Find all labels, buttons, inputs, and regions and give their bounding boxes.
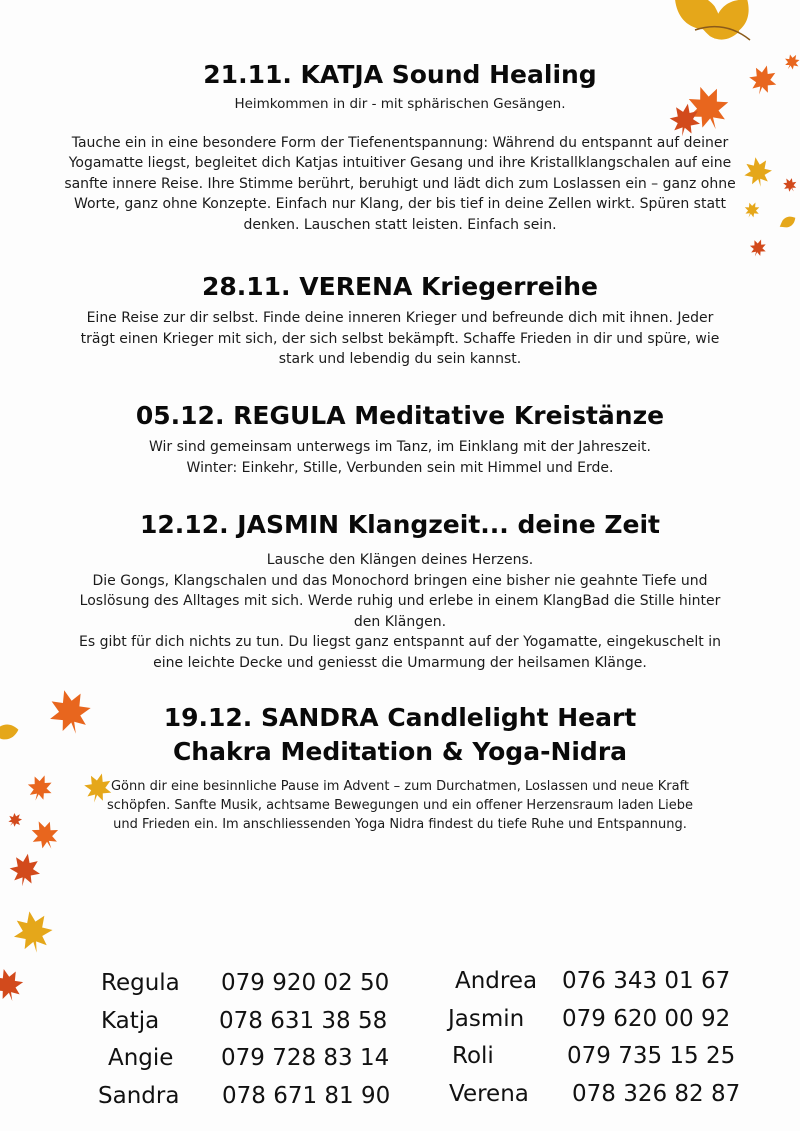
event-katja xyxy=(0,58,800,235)
event-description: Lausche den Klängen deines Herzens. Die Gongs, Klangschalen und das Monochord bringen eine bisher nie geahnte Tiefe und Loslösung des Alltages mit sich. Werde ruhig und erlebe in einem KlangBad die Stille hinter den Klängen. Es gibt für dich nichts zu tun. Du liegst ganz entspannt auf der Yogamatte, eingekuschelt in eine leichte Decke und geniesst die Umarmung der heilsamen Klänge. xyxy=(78,552,721,671)
event-title: 19.12. SANDRA Candlelight Heart Chakra Meditation & Yoga-Nidra xyxy=(163,703,637,766)
contact-list xyxy=(0,960,800,1120)
event-title: 28.11. VERENA Kriegerreihe xyxy=(201,272,599,301)
event-title: 12.12. JASMIN Klangzeit... deine Zeit xyxy=(140,510,660,539)
event-description: Eine Reise zur dir selbst. Finde deine inneren Krieger und befreunde dich mit ihnen. Jeder trägt einen Krieger mit sich, der sich selbst bekämpft. Schaffe Frieden in dir und spüre, wie stark und lebendig du sein kannst. xyxy=(80,310,720,367)
event-jasmin xyxy=(0,508,800,673)
contact-phone[interactable]: 076 343 01 67 xyxy=(562,968,731,994)
contact-phone[interactable]: 078 631 38 58 xyxy=(219,1008,388,1034)
contact-name: Roli xyxy=(452,1043,494,1069)
event-description: Wir sind gemeinsam unterwegs im Tanz, im Einklang mit der Jahreszeit. Winter: Einkehr, Stille, Verbunden sein mit Himmel und Erde. xyxy=(149,439,651,476)
contact-name: Verena xyxy=(449,1081,529,1107)
contact-phone[interactable]: 079 620 00 92 xyxy=(562,1006,731,1032)
event-sandra xyxy=(0,701,800,834)
contact-phone[interactable]: 078 326 82 87 xyxy=(572,1081,741,1107)
contact-phone[interactable]: 079 920 02 50 xyxy=(221,970,390,996)
event-regula xyxy=(0,399,800,478)
contact-phone[interactable]: 078 671 81 90 xyxy=(222,1083,391,1109)
event-description: Gönn dir eine besinnliche Pause im Advent – zum Durchatmen, Loslassen und neue Kraft schöpfen. Sanfte Musik, achtsame Bewegungen und ein offener Herzensraum laden Liebe und Frieden ein. Im anschliessenden Yoga Nidra findest du tiefe Ruhe und Entspannung. xyxy=(106,779,694,832)
event-title: 21.11. KATJA Sound Healing xyxy=(203,60,597,89)
contact-name: Sandra xyxy=(98,1083,180,1109)
contact-phone[interactable]: 079 735 15 25 xyxy=(567,1043,736,1069)
contact-name: Angie xyxy=(108,1045,174,1071)
event-description: Tauche ein in eine besondere Form der Tiefenentspannung: Während du entspannt auf deiner Yogamatte liegst, begleitet dich Katjas intuitiver Gesang und ihre Kristallklangschalen auf eine sanfte innere Reise. Ihre Stimme berührt, beruhigt und lädt dich zum Loslassen ein – ganz ohne Worte, ganz ohne Konzepte. Einfach nur Klang, der bis tief in deine Zellen wirkt. Spüren statt denken. Lauschen statt leisten. Einfach sein. xyxy=(64,134,736,233)
contact-name: Jasmin xyxy=(448,1006,525,1032)
event-title: 05.12. REGULA Meditative Kreistänze xyxy=(135,401,665,430)
contact-phone[interactable]: 079 728 83 14 xyxy=(221,1045,390,1071)
event-verena xyxy=(0,270,800,370)
contact-name: Katja xyxy=(101,1008,160,1034)
contact-name: Regula xyxy=(101,970,180,996)
contact-name: Andrea xyxy=(455,968,538,994)
event-subtitle: Heimkommen in dir - mit sphärischen Gesängen. xyxy=(234,96,566,112)
